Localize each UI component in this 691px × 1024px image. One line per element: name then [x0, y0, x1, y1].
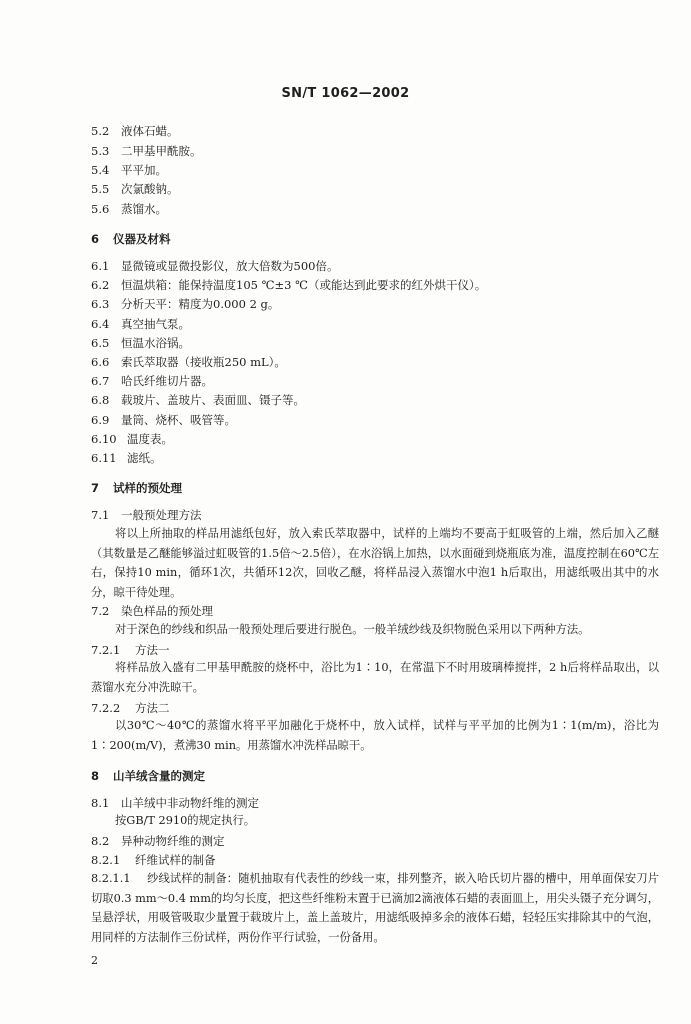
clause-text: 显微镜或显微投影仪，放大倍数为500倍。 — [121, 259, 339, 273]
paragraph-7-2-1: 将样品放入盛有二甲基甲酰胺的烧杯中，浴比为1∶10，在常温下不时用玻璃棒搅拌，2 h后将样品取出，以蒸馏水充分冲洗晾干。 — [91, 661, 659, 694]
clause-number: 6.11 — [91, 451, 117, 465]
subsection-heading — [91, 701, 170, 715]
clause-number: 7.2 — [91, 604, 110, 618]
clause-number: 5.6 — [91, 202, 110, 216]
clause-text: 恒温烘箱：能保持温度105 ℃±3 ℃（或能达到此要求的红外烘干仪）。 — [121, 278, 487, 292]
clause-number: 6.5 — [91, 336, 110, 350]
clause-text: 液体石蜡。 — [121, 124, 179, 138]
clause-number: 8.2.1 — [91, 853, 121, 867]
apparatus-item — [91, 451, 162, 465]
apparatus-item — [91, 259, 338, 273]
clause-number: 5.3 — [91, 144, 110, 158]
clause-text: 温度表。 — [127, 432, 173, 446]
clause-title: 一般预处理方法 — [121, 508, 202, 522]
clause-number: 8.1 — [91, 796, 110, 810]
apparatus-item — [91, 297, 279, 311]
subsection-heading — [91, 604, 213, 618]
reagent-item — [91, 144, 202, 158]
apparatus-item — [91, 374, 213, 388]
reagent-item — [91, 163, 167, 177]
section-heading — [91, 231, 171, 247]
subsection-heading — [91, 834, 225, 848]
apparatus-item — [91, 413, 236, 427]
apparatus-item — [91, 278, 486, 292]
clause-number: 6.3 — [91, 297, 110, 311]
clause-text: 哈氏纤维切片器。 — [121, 374, 213, 388]
clause-number: 7.2.2 — [91, 701, 121, 715]
clause-number: 7.2.1 — [91, 643, 121, 657]
paragraph-8-1: 按GB/T 2910的规定执行。 — [115, 814, 256, 827]
page-number: 2 — [91, 954, 98, 967]
clause-text: 量筒、烧杯、吸管等。 — [121, 413, 236, 427]
clause-number: 7.1 — [91, 508, 110, 522]
clause-number: 6.2 — [91, 278, 110, 292]
standard-code-header: SN/T 1062—2002 — [281, 86, 410, 101]
subsection-heading — [91, 853, 216, 867]
clause-text: 蒸馏水。 — [121, 202, 167, 216]
reagent-item — [91, 202, 167, 216]
clause-title: 染色样品的预处理 — [121, 604, 213, 618]
subsection-heading — [91, 643, 170, 657]
section-heading — [91, 768, 205, 784]
clause-title: 纤维试样的制备 — [135, 853, 216, 867]
section-number: 7 — [91, 481, 100, 495]
clause-title: 山羊绒中非动物纤维的测定 — [121, 796, 259, 810]
clause-number: 6.6 — [91, 355, 110, 369]
section-title: 仪器及材料 — [113, 232, 171, 246]
apparatus-item — [91, 432, 173, 446]
clause-number: 6.7 — [91, 374, 110, 388]
reagent-item — [91, 124, 179, 138]
clause-title: 异种动物纤维的测定 — [121, 834, 225, 848]
clause-text: 恒温水浴锅。 — [121, 336, 190, 350]
clause-text: 索氏萃取器（接收瓶250 mL）。 — [121, 355, 286, 369]
subsection-heading — [91, 796, 259, 810]
clause-number: 6.1 — [91, 259, 110, 273]
clause-number: 5.2 — [91, 124, 110, 138]
clause-text: 滤纸。 — [127, 451, 162, 465]
apparatus-item — [91, 336, 190, 350]
clause-text: 次氯酸钠。 — [121, 182, 179, 196]
section-number: 8 — [91, 769, 100, 783]
section-title: 山羊绒含量的测定 — [113, 769, 205, 783]
clause-text: 分析天平：精度为0.000 2 g。 — [121, 297, 280, 311]
section-title: 试样的预处理 — [113, 481, 182, 495]
section-heading — [91, 480, 182, 496]
clause-text: 纱线试样的制备：随机抽取有代表性的纱线一束，排列整齐，嵌入哈氏切片器的槽中，用单面保安刀片切取0.3 mm～0.4 mm的均匀长度，把这些纤维粉末置于已滴加2滴液体石蜡的表面皿上，用尖头镊子充分调匀，呈悬浮状，用吸管吸取少量置于载玻片上，盖上盖玻片，用滤纸吸掉多余的液体石蜡，轻轻压实排除其中的气泡，用同样的方法制作三份试样，两份作平行试验，一份备用。 — [91, 872, 659, 944]
clause-text: 二甲基甲酰胺。 — [121, 144, 202, 158]
paragraph-7-2-2: 以30℃～40℃的蒸馏水将平平加融化于烧杯中，放入试样，试样与平平加的比例为1∶1(m/m)，浴比为1∶200(m/V)，煮沸30 min。用蒸馏水冲洗样品晾干。 — [91, 719, 659, 752]
apparatus-item — [91, 355, 286, 369]
clause-text: 真空抽气泵。 — [121, 317, 190, 331]
clause-title: 方法一 — [135, 643, 170, 657]
reagent-item — [91, 182, 179, 196]
clause-number: 6.8 — [91, 393, 110, 407]
paragraph-8-2-1-1 — [91, 869, 659, 947]
clause-text: 平平加。 — [121, 163, 167, 177]
paragraph-7-1: 将以上所抽取的样品用滤纸包好，放入索氏萃取器中，试样的上端均不要高于虹吸管的上端，然后加入乙醚（其数量是乙醚能够溢过虹吸管的1.5倍～2.5倍），在水浴锅上加热，以水面碰到烧瓶底为准，温度控制在60℃左右，保持10 min，循环1次，共循环12次，回收乙醚，将样品浸入蒸馏水中泡1 h后取出，用滤纸吸出其中的水分，晾干待处理。 — [91, 527, 659, 599]
clause-title: 方法二 — [135, 701, 170, 715]
clause-number: 6.9 — [91, 413, 110, 427]
apparatus-item — [91, 317, 190, 331]
apparatus-item — [91, 393, 305, 407]
clause-number: 5.4 — [91, 163, 110, 177]
clause-number: 5.5 — [91, 182, 110, 196]
clause-number: 6.4 — [91, 317, 110, 331]
paragraph-7-2: 对于深色的纱线和织品一般预处理后要进行脱色。一般羊绒纱线及织物脱色采用以下两种方法。 — [115, 623, 590, 636]
section-number: 6 — [91, 232, 100, 246]
clause-number: 8.2.1.1 — [91, 872, 131, 885]
clause-text: 载玻片、盖玻片、表面皿、镊子等。 — [121, 393, 305, 407]
clause-number: 8.2 — [91, 834, 110, 848]
subsection-heading — [91, 508, 202, 522]
clause-number: 6.10 — [91, 432, 117, 446]
